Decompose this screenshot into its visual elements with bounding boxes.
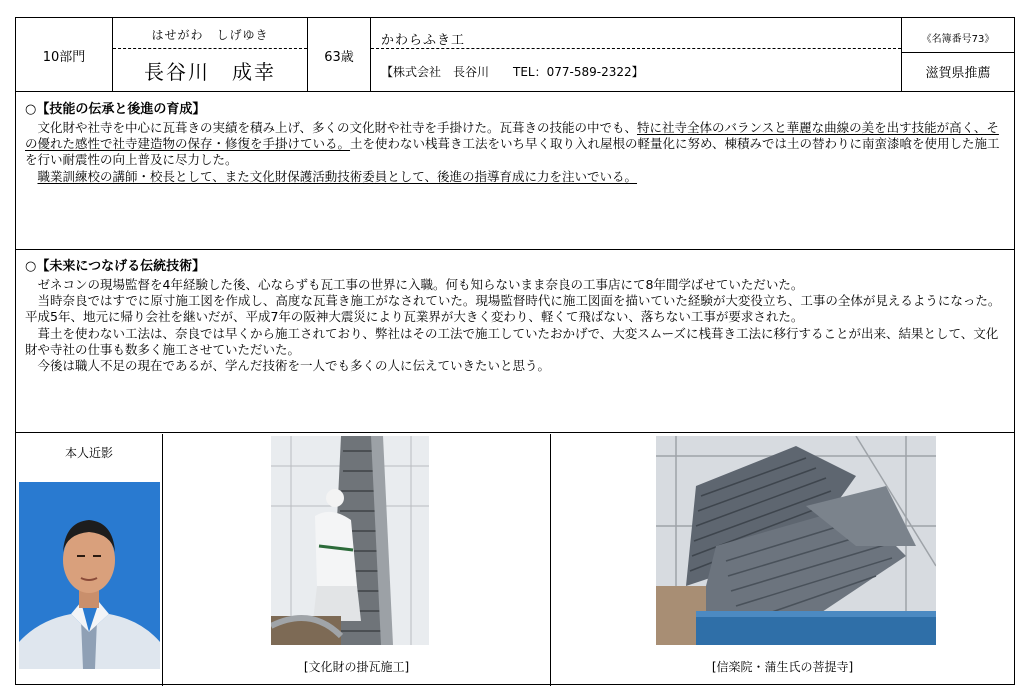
paragraph <box>25 120 1004 169</box>
text-run: 土を使わない桟葺き工法をいち早く取り入れ屋根の軽量化に努め、棟積みでは土の替わりに南蛮漆喰を使用した施工を行い耐震性の向上普及に尽力した。 <box>25 136 1000 168</box>
company-info: 【株式会社 長谷川 TEL：077-589-2322】 <box>381 65 644 79</box>
recommended-by: 滋賀県推薦 <box>925 66 991 81</box>
name-cell <box>113 18 308 92</box>
underlined-text: 特に社寺全体のバランスと華麗な曲線の美を出す技能が高く、その優れた感性で社寺建造物の保存・修復を手掛けている。 <box>25 120 999 152</box>
portrait-caption: 本人近影 <box>64 446 113 460</box>
section-body <box>25 277 1004 374</box>
section-title: 【技能の伝承と後進の育成】 <box>36 102 206 117</box>
paragraph: ゼネコンの現場監督を4年経験した後、心ならずも瓦工事の世界に入職。何も知らないまま奈良の工事店にて8年間学ばせていただいた。 <box>37 277 804 292</box>
name-divider <box>113 48 307 49</box>
section-heading <box>25 255 205 274</box>
prefecture-divider <box>902 52 1014 53</box>
paragraph: 今後は職人不足の現在であるが、学んだ技術を一人でも多くの人に伝えていきたいと思う。 <box>37 358 551 374</box>
photo-caption: [文化財の掛瓦施工] <box>303 660 410 674</box>
underlined-text: 職業訓練校の講師・校長として、また文化財保護活動技術委員として、後進の指導育成に力を注いでいる。 <box>37 168 638 184</box>
portrait-photo <box>19 482 160 669</box>
profile-sheet <box>15 17 1015 685</box>
age-value: 63歳 <box>324 49 354 65</box>
section-marker: ○ <box>25 102 37 117</box>
registry-number: 《名簿番号73》 <box>921 34 995 45</box>
temple-roof-photo <box>656 436 936 645</box>
person-name: 長谷川 成幸 <box>144 60 276 84</box>
trade-name: かわらふき工 <box>381 33 466 48</box>
paragraph: 葺土を使わない工法は、奈良では早くから施工されており、弊社はその工法で施工していたおかげで、大変スムーズに桟葺き工法に移行することが出来、結果として、文化財や寺社の仕事も数多く施工させていただいた。 <box>25 325 999 357</box>
text-run: 文化財や社寺を中心に瓦葺きの実績を積み上げ、多くの文化財や社寺を手掛けた。瓦葺きの技能の中でも、 <box>37 120 638 135</box>
division-label: 10部門 <box>42 49 86 65</box>
photo-caption: [信楽院・蒲生氏の菩提寺] <box>711 660 854 674</box>
tradition-section <box>16 250 1014 433</box>
paragraph: 当時奈良ではすでに原寸施工図を作成し、高度な瓦葺き施工がなされていた。現場監督時代に施工図面を描いていた経験が大変役立ち、工事の全体が見えるようになった。平成5年、地元に帰り会社を継いだが、平成7年の阪神大震災により瓦業界が大きく変わり、軽くて飛ばない、落ちない工事が要求された。 <box>25 293 1001 325</box>
section-marker: ○ <box>25 259 37 274</box>
skills-section <box>16 93 1014 250</box>
roof-tile-work-photo <box>271 436 429 645</box>
trade-divider <box>371 48 901 49</box>
prefecture-cell <box>902 18 1014 92</box>
photo-cell-construction <box>163 434 551 686</box>
section-title: 【未来につなげる伝統技術】 <box>36 259 206 274</box>
paragraph <box>25 169 1004 185</box>
section-heading <box>25 98 205 117</box>
name-kana: はせがわ しげゆき <box>151 28 269 42</box>
age-cell <box>308 18 371 92</box>
section-body <box>25 120 1004 185</box>
portrait-cell <box>16 434 163 686</box>
trade-cell <box>371 18 902 92</box>
photo-cell-temple <box>551 434 1014 686</box>
photo-row <box>16 434 1014 686</box>
division-cell <box>16 18 113 92</box>
header-row <box>16 18 1014 92</box>
